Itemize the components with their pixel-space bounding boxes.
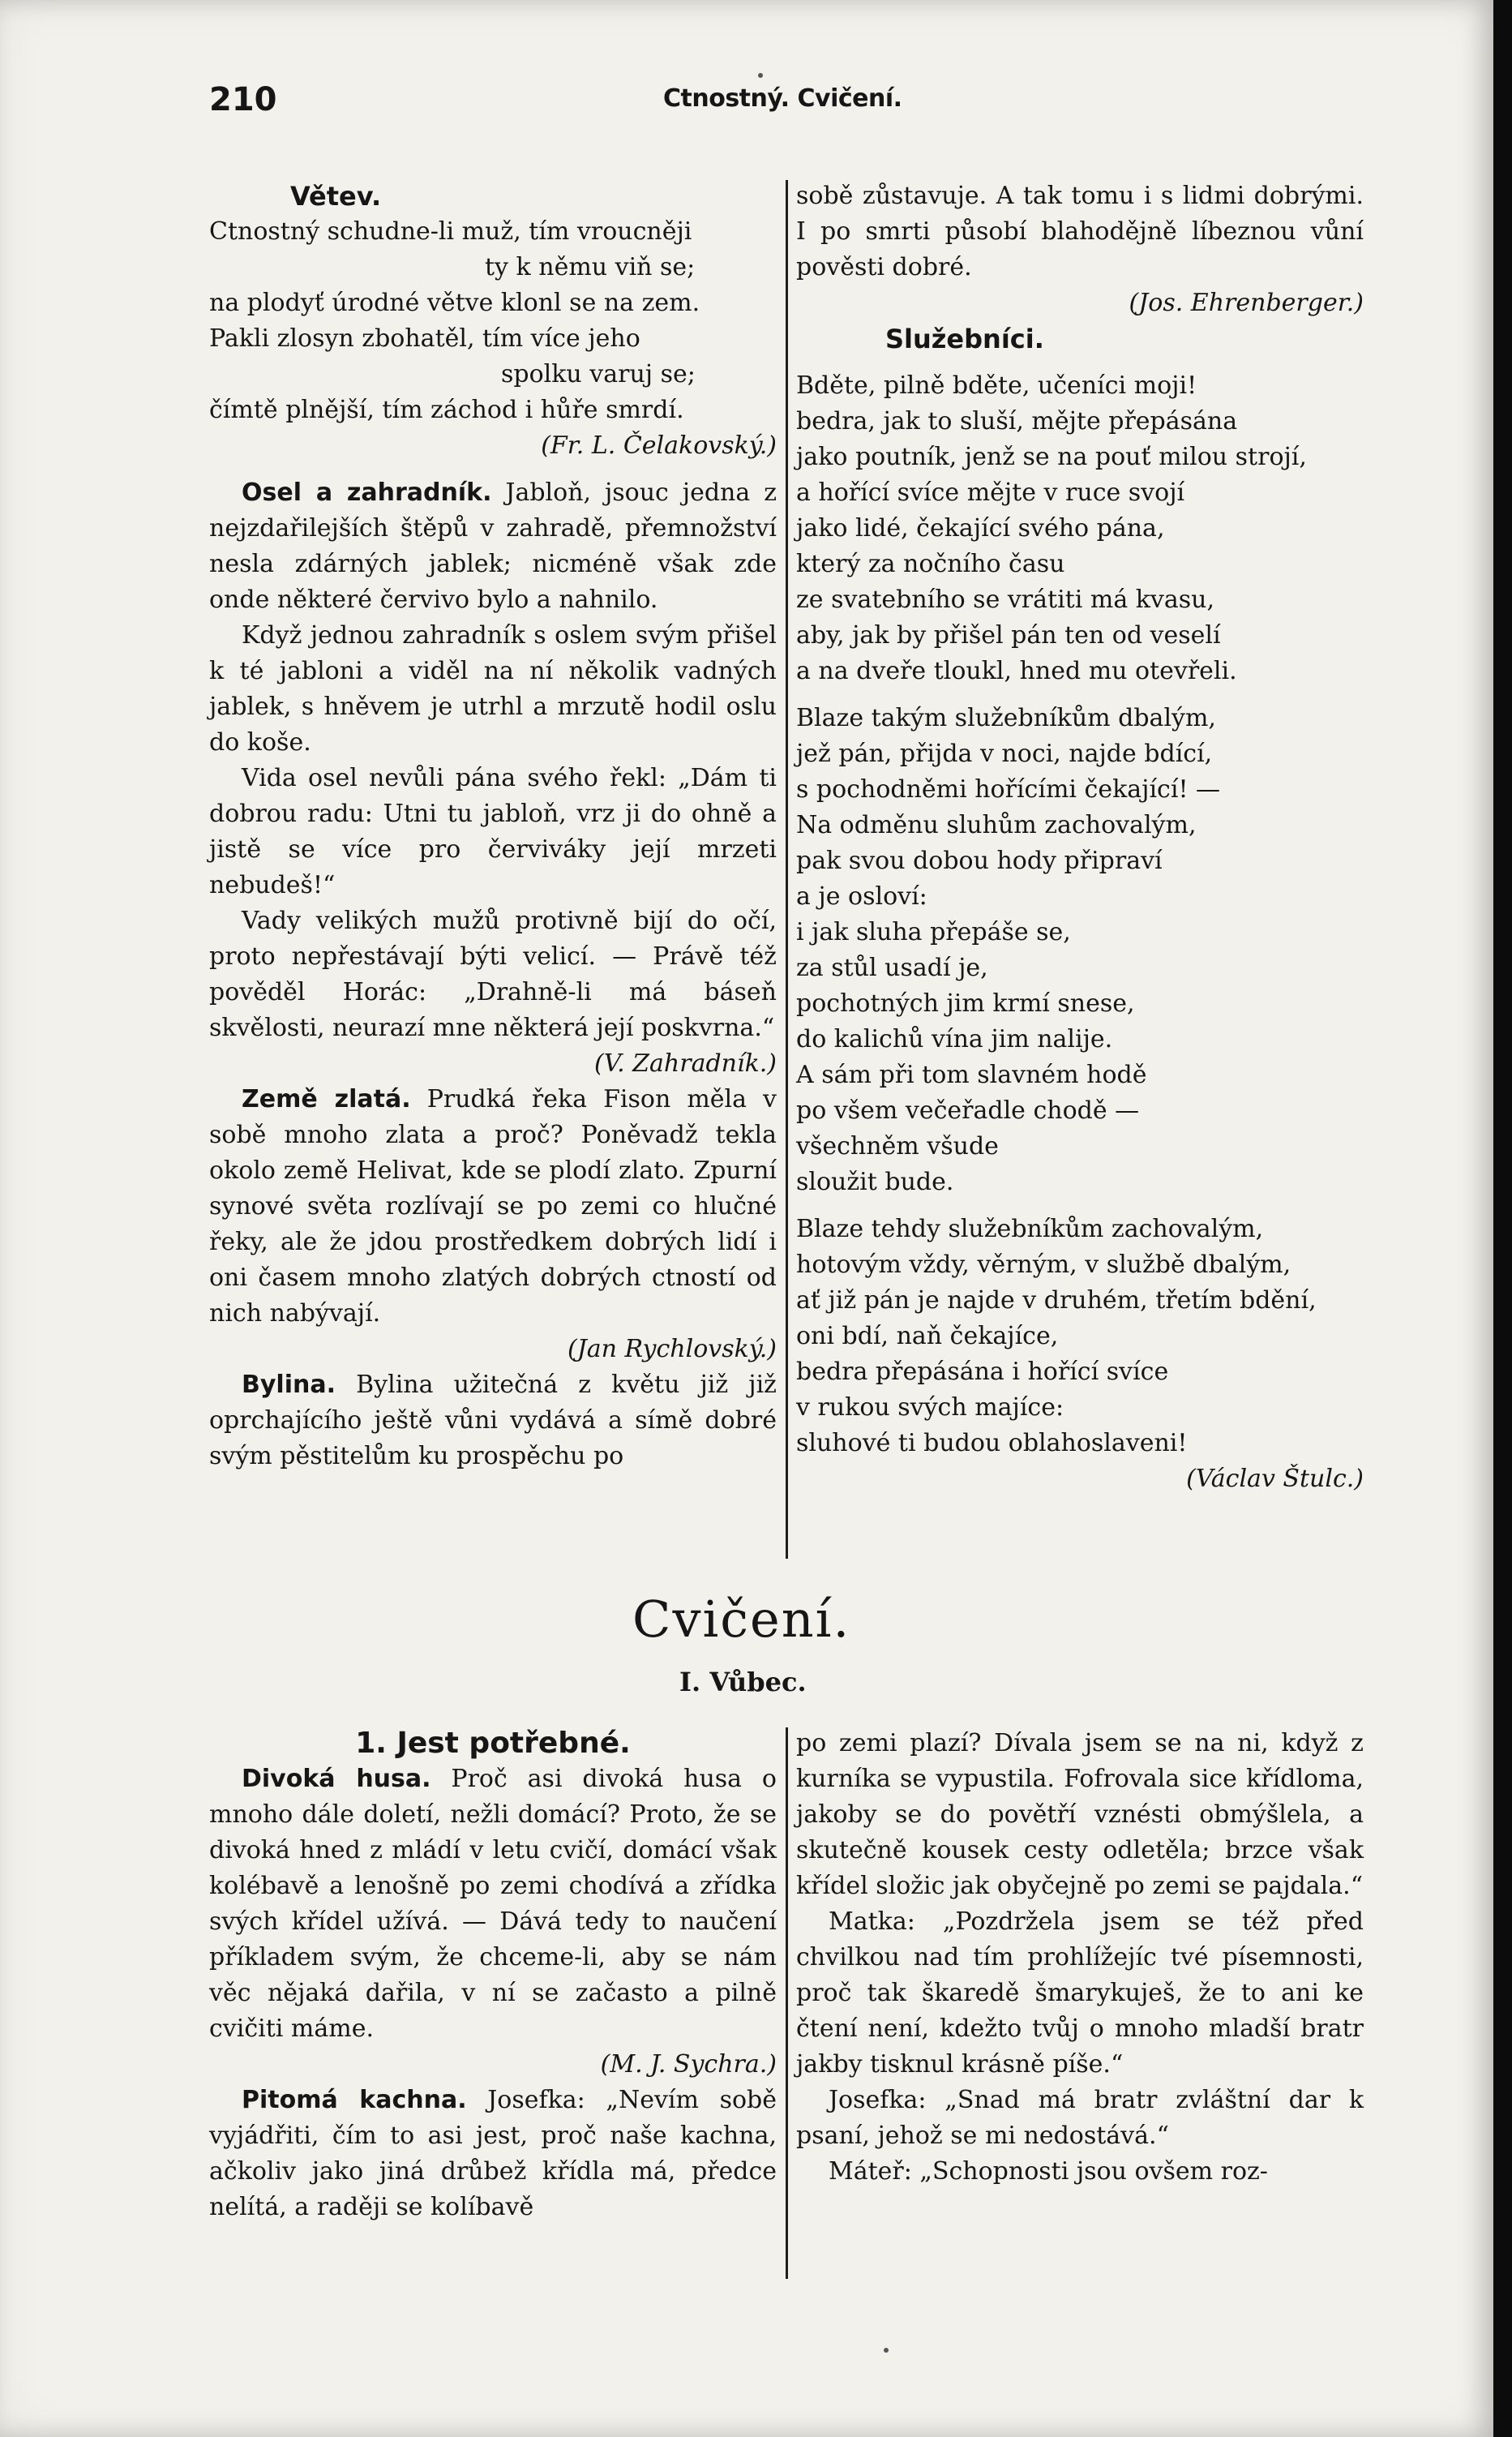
- bylina-paragraph: [209, 1367, 777, 1474]
- poem-line: čímtě plnější, tím záchod i hůře smrdí.: [209, 396, 684, 424]
- numbered-heading: 1. Jest potřebné.: [355, 1727, 631, 1760]
- poem-line: i jak sluha přepáše se,: [796, 918, 1071, 946]
- pitoma-heading: Pitomá kachna.: [242, 2086, 467, 2114]
- column-rule-bottom: [786, 1727, 788, 2279]
- poem-line: všechněm všude: [796, 1132, 999, 1161]
- poem-line: A sám při tom slavném hodě: [796, 1061, 1147, 1089]
- osel-author: (V. Zahradník.): [593, 1049, 777, 1078]
- section-subtitle: I. Vůbec.: [679, 1667, 807, 1697]
- lower-left-column: [209, 1726, 777, 2225]
- print-speckle: [758, 73, 763, 78]
- dialog-paragraph-1: po zemi plazí? Dívala jsem se na ni, když z kurníka se vypustila. Fofrovala sice křídloma, jakoby se do povětří vznésti obmýšlela, a skutečně kousek cesty odletěla; brzce však křídel složic jak obyčejně po zemi se pajdala.“: [796, 1729, 1364, 1900]
- poem-line: s pochodněmi hořícími čekající! —: [796, 775, 1221, 804]
- vetev-author: (Fr. L. Čelakovský.): [541, 431, 777, 460]
- pitoma-paragraph: [209, 2083, 777, 2225]
- poem-line: jež pán, přijda v noci, najde bdící,: [796, 740, 1213, 768]
- zeme-text: Prudká řeka Fison měla v sobě mnoho zlata a proč? Poněvadž tekla okolo země Helivat, kde se plodí zlato. Zpurní synové světa rozlívají se po zemi co hlučné řeky, ale že jdou prostředkem dobrých lidí i oni časem mnoho zlatých dobrých ctností od nich nabývají.: [209, 1085, 777, 1328]
- divoka-text: Proč asi divoká husa o mnoho dále doletí, nežli domácí? Proto, že se divoká hned z mládí v letu cvičí, domácí však kolébavě a lenošně po zemi chodívá a zřídka svých křídel užívá. — Dává tedy to naučení příkladem svým, že chceme-li, aby se nám věc nějaká dařila, v ní se začasto a pilně cvičiti máme.: [209, 1765, 777, 2043]
- poem-line: a na dveře tloukl, hned mu otevřeli.: [796, 657, 1237, 685]
- stanza-2: [796, 701, 1364, 1200]
- poem-line: jako poutník, jenž se na pouť milou strojí,: [796, 443, 1307, 471]
- poem-line: pochotných jim krmí snese,: [796, 989, 1135, 1018]
- zeme-heading: Země zlatá.: [242, 1085, 411, 1113]
- column-rule-top: [786, 180, 788, 1559]
- print-speckle: [884, 2348, 889, 2353]
- zeme-paragraph: [209, 1082, 777, 1332]
- poem-line: aby, jak by přišel pán ten od veselí: [796, 621, 1221, 650]
- osel-paragraph-1: [209, 475, 777, 618]
- stanza-1: [796, 368, 1364, 689]
- bylina-text: Bylina užitečná z květu již již oprchajícího ještě vůni vydává a símě dobré svým pěstitelům ku prospěchu po: [209, 1371, 777, 1470]
- section-title: Cvičení.: [632, 1590, 851, 1649]
- poem-line: pak svou dobou hody připraví: [796, 847, 1163, 875]
- poem-line: Blaze tehdy služebníkům zachovalým,: [796, 1215, 1264, 1243]
- running-head: [209, 81, 1390, 130]
- poem-line: ty k němu viň se;: [485, 253, 696, 281]
- osel-paragraph-3: Vida osel nevůli pána svého řekl: „Dám ti dobrou radu: Utni tu jabloň, vrz ji do ohně a jistě se více pro červiváky její mrzeti nebudeš!“: [209, 764, 777, 899]
- poem-line: bedra přepásána i hořící svíce: [796, 1358, 1169, 1386]
- poem-line: který za nočního času: [796, 550, 1065, 578]
- vetev-heading: Větev.: [290, 181, 382, 212]
- page-number: 210: [209, 81, 277, 118]
- divoka-paragraph: [209, 1761, 777, 2047]
- continuation-author: (Jos. Ehrenberger.): [1129, 289, 1364, 317]
- bylina-heading: Bylina.: [242, 1371, 336, 1399]
- poem-line: oni bdí, naň čekajíce,: [796, 1322, 1059, 1350]
- poem-line: Pakli zlosyn zbohatěl, tím více jeho: [209, 324, 640, 353]
- poem-line: za stůl usadí je,: [796, 954, 988, 982]
- upper-right-column: [796, 178, 1364, 1497]
- osel-heading: Osel a zahradník.: [242, 478, 492, 507]
- poem-line: po všem večeřadle chodě —: [796, 1096, 1140, 1125]
- upper-left-column: [209, 178, 777, 1474]
- sluzebnici-heading: Služebníci.: [885, 324, 1044, 354]
- stanza-author: (Václav Štulc.): [1186, 1465, 1364, 1493]
- divoka-author: (M. J. Sychra.): [600, 2050, 777, 2079]
- osel-paragraph-4: Vady velikých mužů protivně bijí do očí, proto nepřestávají býti velicí. — Právě též pověděl Horác: „Drahně-li má báseň skvělosti, neurazí mne některá její poskvrna.“: [209, 907, 777, 1042]
- osel-paragraph-2: Když jednou zahradník s oslem svým přišel k té jabloni a viděl na ní několik vadných jablek, s hněvem je utrhl a mrzutě hodil oslu do koše.: [209, 621, 777, 757]
- poem-line: ať již pán je najde v druhém, třetím bdění,: [796, 1286, 1317, 1315]
- poem-line: do kalichů vína jim nalije.: [796, 1025, 1113, 1053]
- page-edge-shadow: [1493, 0, 1512, 2437]
- poem-line: Na odměnu sluhům zachovalým,: [796, 811, 1197, 839]
- stanza-3: [796, 1212, 1364, 1461]
- poem-line: a je osloví:: [796, 882, 927, 911]
- poem-line: ze svatebního se vrátiti má kvasu,: [796, 586, 1215, 614]
- divoka-heading: Divoká husa.: [242, 1765, 431, 1793]
- poem-line: na plodyť úrodné větve klonl se na zem.: [209, 289, 700, 317]
- osel-text-1: Jabloň, jsouc jedna z nejzdařilejších štěpů v zahradě, přemnožství nesla zdárných jablek; nicméně však zde onde některé červivo bylo a nahnilo.: [209, 478, 777, 614]
- vetev-poem: [209, 214, 777, 428]
- poem-line: sluhové ti budou oblahoslaveni!: [796, 1429, 1188, 1457]
- poem-line: Ctnostný schudne-li muž, tím vroucněji: [209, 217, 692, 246]
- dialog-paragraph-2: Matka: „Pozdržela jsem se též před chvilkou nad tím prohlížejíc tvé písemnosti, proč tak škaredě šmarykuješ, že to ani ke čtení není, kdežto tvůj o mnoho mladší bratr jakby tisknul krásně píše.“: [796, 1907, 1364, 2079]
- poem-line: sloužit bude.: [796, 1168, 954, 1196]
- lower-right-column: [796, 1726, 1364, 2190]
- poem-line: Blaze takým služebníkům dbalým,: [796, 704, 1216, 732]
- poem-line: spolku varuj se;: [501, 360, 696, 388]
- poem-line: bedra, jak to sluší, mějte přepásána: [796, 407, 1238, 435]
- poem-line: v rukou svých majíce:: [796, 1393, 1064, 1422]
- zeme-author: (Jan Rychlovský.): [568, 1335, 777, 1363]
- dialog-paragraph-4: Máteř: „Schopnosti jsou ovšem roz-: [829, 2157, 1268, 2186]
- dialog-paragraph-3: Josefka: „Snad má bratr zvláštní dar k psaní, jehož se mi nedostává.“: [796, 2086, 1364, 2150]
- poem-line: jako lidé, čekající svého pána,: [796, 514, 1165, 543]
- continuation-text: sobě zůstavuje. A tak tomu i s lidmi dobrými. I po smrti působí blahodějně líbeznou vůní pověsti dobré.: [796, 182, 1364, 281]
- poem-line: a hořící svíce mějte v ruce svojí: [796, 478, 1185, 507]
- poem-line: Bděte, pilně bděte, učeníci moji!: [796, 371, 1197, 400]
- pitoma-text: Josefka: „Nevím sobě vyjádřiti, čím to asi jest, proč naše kachna, ačkoliv jako jiná drůbež křídla má, předce nelítá, a raději se kolíbavě: [209, 2086, 777, 2221]
- running-head-title: Ctnostný. Cvičení.: [663, 84, 902, 113]
- poem-line: hotovým vždy, věrným, v službě dbalým,: [796, 1251, 1291, 1279]
